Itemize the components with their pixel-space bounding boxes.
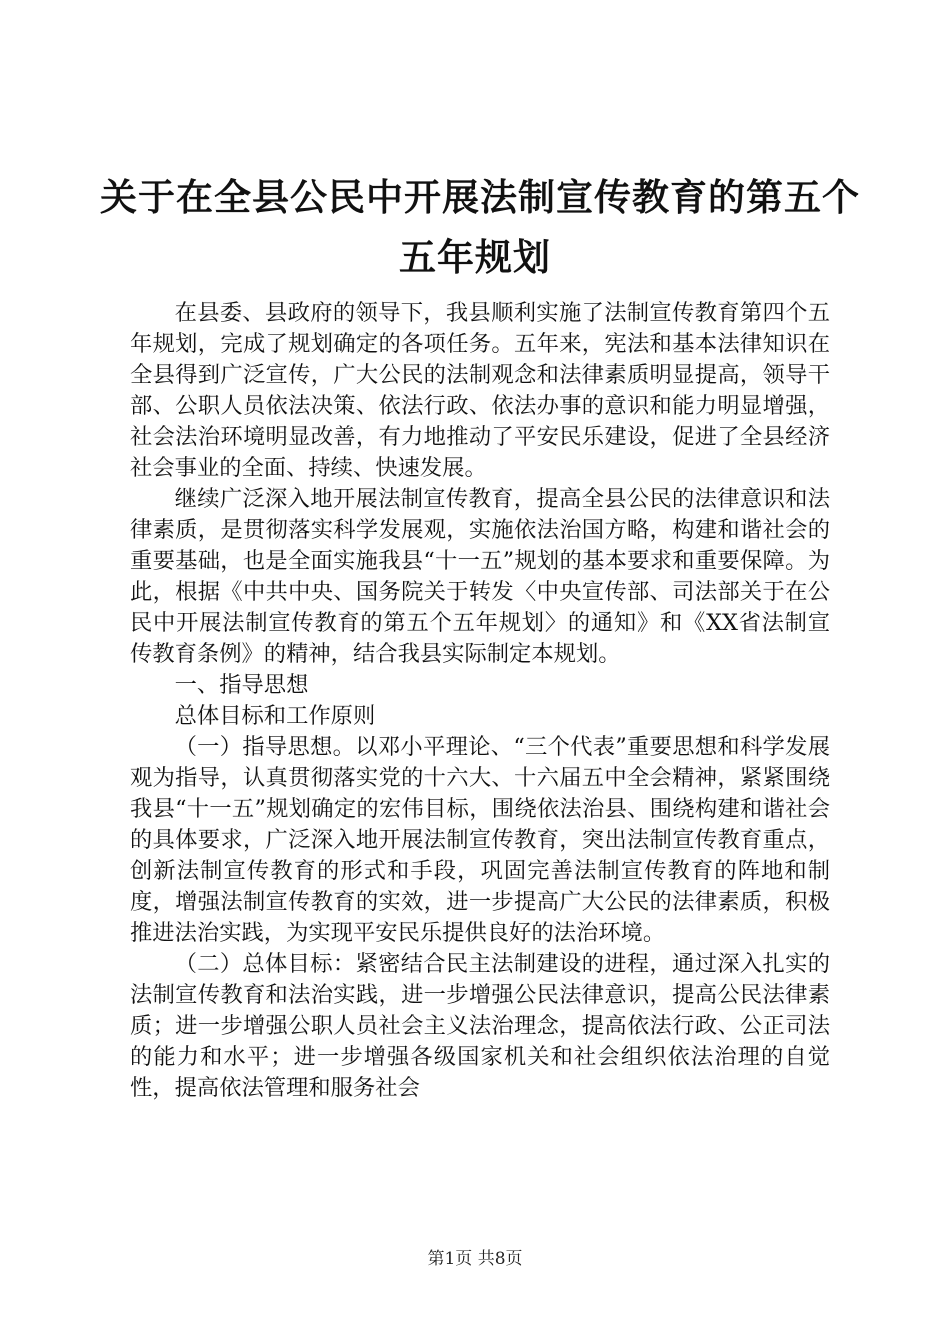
paragraph-purpose: 继续广泛深入地开展法制宣传教育，提高全县公民的法律意识和法律素质，是贯彻落实科学发展观，实施依法治国方略，构建和谐社会的重要基础，也是全面实施我县“十一五”规划的基本要求和重要保障。为此，根据《中共中央、国务院关于转发〈中央宣传部、司法部关于在公民中开展法制宣传教育的第五个五年规划〉的通知》和《XX省法制宣传教育条例》的精神，结合我县实际制定本规划。 — [130, 486, 830, 667]
document-title — [100, 168, 860, 288]
document-body — [130, 298, 830, 1104]
section-heading: 一、指导思想 — [174, 672, 309, 698]
page-footer: 第1页 共8页 — [427, 1249, 523, 1269]
title-line-2: 五年规划 — [399, 236, 551, 279]
paragraph-overall-goal: （二）总体目标：紧密结合民主法制建设的进程，通过深入扎实的法制宣传教育和法治实践，进一步增强公民法律意识，提高公民法律素质；进一步增强公职人员社会主义法治理念，提高依法行政、公正司法的能力和水平；进一步增强各级国家机关和社会组织依法治理的自觉性，提高依法管理和服务社会 — [130, 951, 830, 1101]
paragraph-guiding-thought: （一）指导思想。以邓小平理论、“三个代表”重要思想和科学发展观为指导，认真贯彻落实党的十六大、十六届五中全会精神，紧紧围绕我县“十一五”规划确定的宏伟目标，围绕依法治县、围绕构建和谐社会的具体要求，广泛深入地开展法制宣传教育，突出法制宣传教育重点，创新法制宣传教育的形式和手段，巩固完善法制宣传教育的阵地和制度，增强法制宣传教育的实效，进一步提高广大公民的法律素质，积极推进法治实践，为实现平安民乐提供良好的法治环境。 — [130, 734, 830, 946]
title-line-1: 关于在全县公民中开展法制宣传教育的第五个 — [100, 176, 860, 219]
paragraph-intro: 在县委、县政府的领导下，我县顺利实施了法制宣传教育第四个五年规划，完成了规划确定的各项任务。五年来，宪法和基本法律知识在全县得到广泛宣传，广大公民的法制观念和法律素质明显提高，领导干部、公职人员依法决策、依法行政、依法办事的意识和能力明显增强，社会法治环境明显改善，有力地推动了平安民乐建设，促进了全县经济社会事业的全面、持续、快速发展。 — [130, 300, 830, 481]
section-subheading: 总体目标和工作原则 — [174, 703, 376, 729]
